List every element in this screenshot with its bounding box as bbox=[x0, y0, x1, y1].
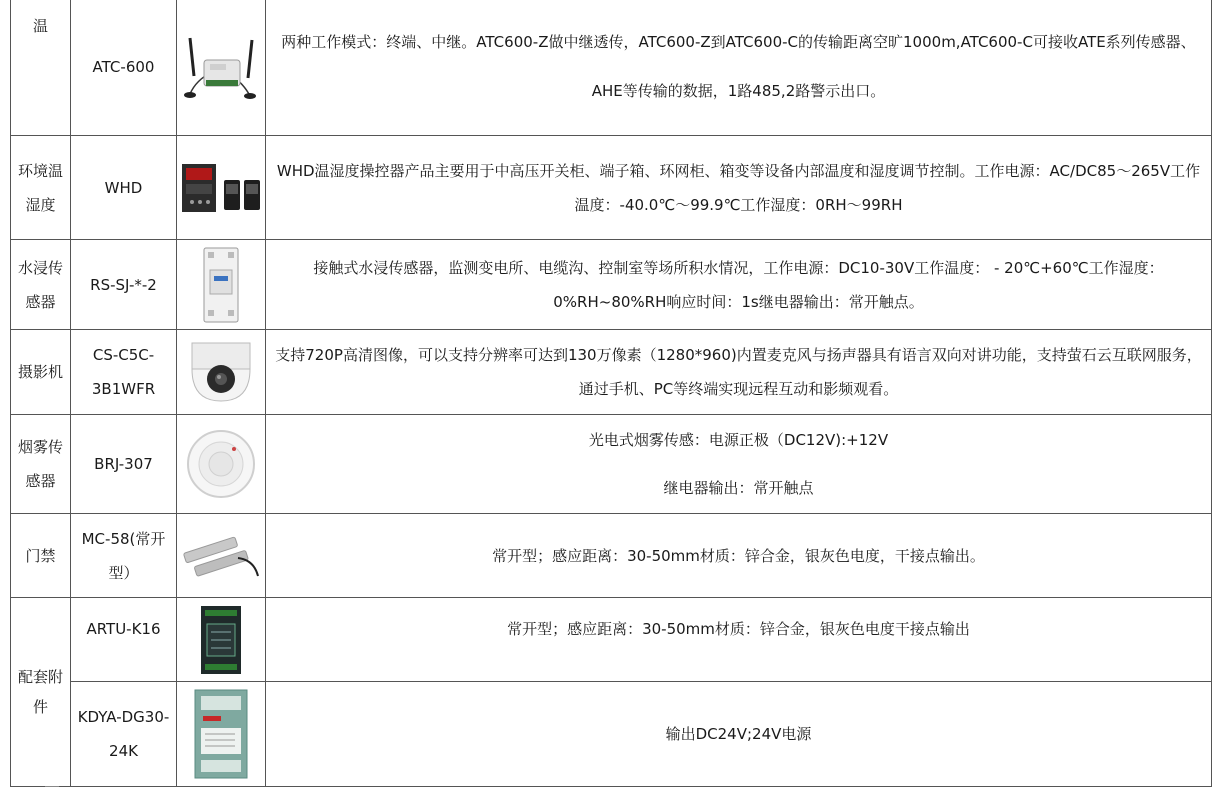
text-cursor-mark bbox=[45, 786, 59, 793]
table-row bbox=[11, 682, 1212, 787]
wireless-transceiver-image bbox=[182, 34, 260, 100]
product-image-cell bbox=[177, 682, 266, 787]
description-cell bbox=[266, 415, 1212, 514]
product-image-cell bbox=[177, 415, 266, 514]
table-row bbox=[11, 598, 1212, 682]
description-cell bbox=[266, 598, 1212, 682]
product-image-cell bbox=[177, 514, 266, 598]
category-cell: 水浸传感器 bbox=[11, 240, 71, 330]
door-sensor-image bbox=[180, 530, 262, 582]
table-row bbox=[11, 0, 1212, 136]
product-image-cell bbox=[177, 330, 266, 415]
table-row bbox=[11, 136, 1212, 240]
category-cell: 温 bbox=[11, 0, 71, 136]
category-cell: 摄影机 bbox=[11, 330, 71, 415]
description-text: 继电器输出：常开触点 bbox=[663, 479, 814, 497]
table-row bbox=[11, 240, 1212, 330]
model-cell: CS-C5C-3B1WFR bbox=[71, 330, 177, 415]
remote-terminal-unit-image bbox=[193, 602, 249, 678]
description-text: 支持720P高清图像，可以支持分辨率可达到130万像素（1280*960)内置麦克风与扬声器具有语言双向对讲功能，支持萤石云互联网服务，通过手机、PC等终端实现远程互动和影频观看。 bbox=[275, 346, 1202, 398]
product-image-cell bbox=[177, 136, 266, 240]
model-cell: KDYA-DG30-24K bbox=[71, 682, 177, 787]
table-row bbox=[11, 330, 1212, 415]
description-text: 接触式水浸传感器，监测变电所、电缆沟、控制室等场所积水情况，工作电源：DC10-30V工作温度： - 20℃+60℃工作湿度：0%RH~80%RH响应时间：1s继电器输出：常开触点。 bbox=[313, 258, 1164, 311]
camera-image bbox=[186, 337, 256, 407]
humidity-controller-image bbox=[180, 162, 262, 214]
description-cell bbox=[266, 136, 1212, 240]
category-cell: 配套附件 bbox=[11, 598, 71, 787]
model-cell: ARTU-K16 bbox=[71, 598, 177, 682]
description-text: 两种工作模式：终端、中继。ATC600-Z做中继透传，ATC600-Z到ATC600-C的传输距离空旷1000m,ATC600-C可接收ATE系列传感器、 bbox=[281, 33, 1196, 51]
product-image-cell bbox=[177, 598, 266, 682]
category-cell: 烟雾传感器 bbox=[11, 415, 71, 514]
product-image-cell bbox=[177, 240, 266, 330]
description-cell bbox=[266, 514, 1212, 598]
description-text: 常开型；感应距离：30-50mm材质：锌合金，银灰色电度，干接点输出。 bbox=[492, 546, 985, 565]
model-cell: RS-SJ-*-2 bbox=[71, 240, 177, 330]
table-row bbox=[11, 514, 1212, 598]
product-image-cell bbox=[177, 0, 266, 136]
power-supply-image bbox=[189, 688, 253, 780]
description-text: 光电式烟雾传感：电源正极（DC12V):+12V bbox=[588, 431, 889, 449]
model-cell: BRJ-307 bbox=[71, 415, 177, 514]
description-cell bbox=[266, 682, 1212, 787]
product-spec-table bbox=[10, 0, 1212, 787]
model-cell: ATC-600 bbox=[71, 0, 177, 136]
description-text: 常开型；感应距离：30-50mm材质：锌合金，银灰色电度干接点输出 bbox=[507, 620, 970, 638]
description-text: 输出DC24V;24V电源 bbox=[665, 725, 812, 743]
smoke-detector-image bbox=[184, 427, 258, 501]
model-cell: MC-58(常开型） bbox=[71, 514, 177, 598]
category-cell: 门禁 bbox=[11, 514, 71, 598]
description-cell bbox=[266, 330, 1212, 415]
category-cell: 环境温湿度 bbox=[11, 136, 71, 240]
description-text: AHE等传输的数据，1路485,2路警示出口。 bbox=[591, 82, 886, 100]
description-cell bbox=[266, 0, 1212, 136]
description-cell bbox=[266, 240, 1212, 330]
description-text: WHD温湿度操控器产品主要用于中高压开关柜、端子箱、环网柜、箱变等设备内部温度和湿度调节控制。工作电源：AC/DC85～265V工作温度：-40.0℃～99.9℃工作湿度：0RH～99RH bbox=[276, 161, 1201, 214]
table-row bbox=[11, 415, 1212, 514]
water-sensor-image bbox=[196, 246, 246, 324]
model-cell: WHD bbox=[71, 136, 177, 240]
